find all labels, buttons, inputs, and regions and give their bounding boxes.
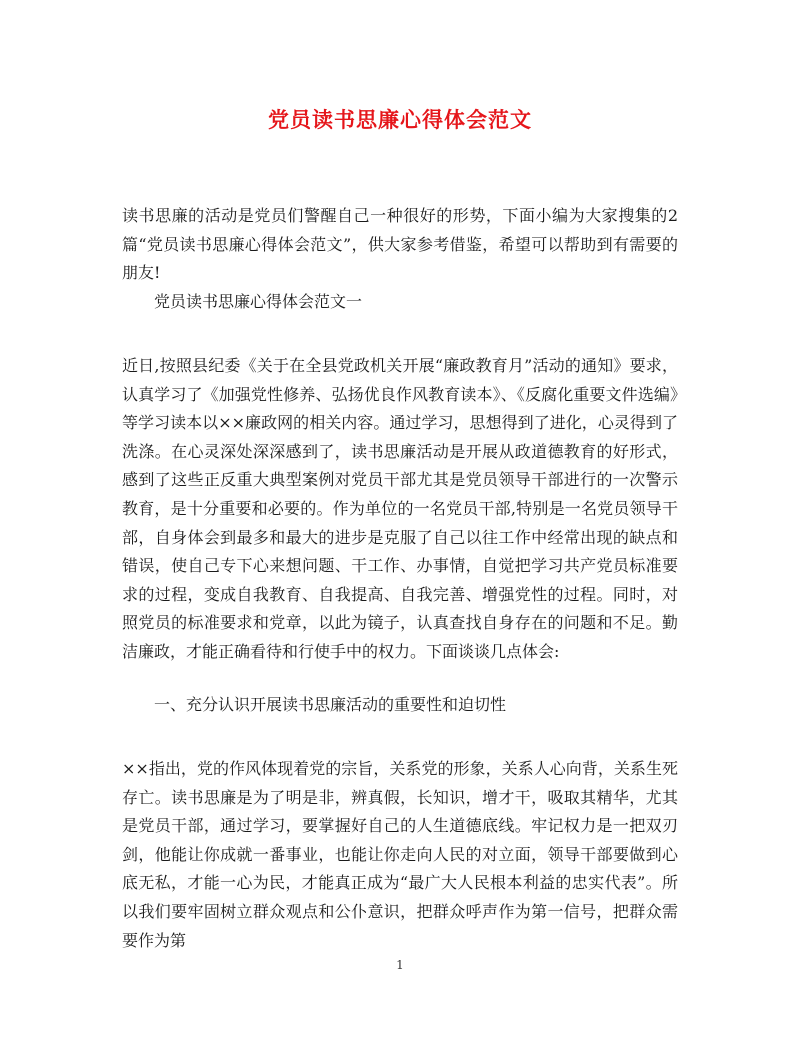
body-paragraph-2: ××指出，党的作风体现着党的宗旨，关系党的形象，关系人心向背，关系生死存亡。读书思廉是为了明是非，辨真假，长知识，增才干，吸取其精华，尤其是党员干部，通过学习，要掌握好自己的人生道德底线。牢记权力是一把双刃剑，他能让你成就一番事业，也能让你走向人民的对立面，领导干部要做到心底无私，才能一心为民，才能真正成为“最广大人民根本利益的忠实代表”。所以我们要牢固树立群众观点和公仆意识，把群众呼声作为第一信号，把群众需要作为第: [122, 759, 678, 950]
page-number: 1: [396, 958, 404, 972]
intro-paragraph: 读书思廉的活动是党员们警醒自己一种很好的形势，下面小编为大家搜集的2篇“党员读书思廉心得体会范文”，供大家参考借鉴，希望可以帮助到有需要的朋友!: [122, 206, 678, 283]
body-paragraph-1: 近日,按照县纪委《关于在全县党政机关开展“廉政教育月”活动的通知》要求，认真学习了《加强党性修养、弘扬优良作风教育读本》、《反腐化重要文件选编》等学习读本以××廉政网的相关内容。通过学习，思想得到了进化，心灵得到了洗涤。在心灵深处深深感到了，读书思廉活动是开展从政道德教育的好形式，感到了这些正反重大典型案例对党员干部尤其是党员领导干部进行的一次警示教育，是十分重要和必要的。作为单位的一名党员干部,特别是一名党员领导干部，自身体会到最多和最大的进步是克服了自己以往工作中经常出现的缺点和错误，使自己专下心来想问题、干工作、办事情，自觉把学习共产党员标准要求的过程，变成自我教育、自我提高、自我完善、增强党性的过程。同时，对照党员的标准要求和党章，以此为镜子，认真查找自身存在的问题和不足。勤洁廉政，才能正确看待和行使手中的权力。下面谈谈几点体会:: [122, 356, 678, 661]
document-title: 党员读书思廉心得体会范文: [268, 107, 532, 132]
section-subtitle-1: 党员读书思廉心得体会范文一: [154, 292, 363, 311]
section-subtitle-2: 一、充分认识开展读书思廉活动的重要性和迫切性: [154, 695, 507, 714]
